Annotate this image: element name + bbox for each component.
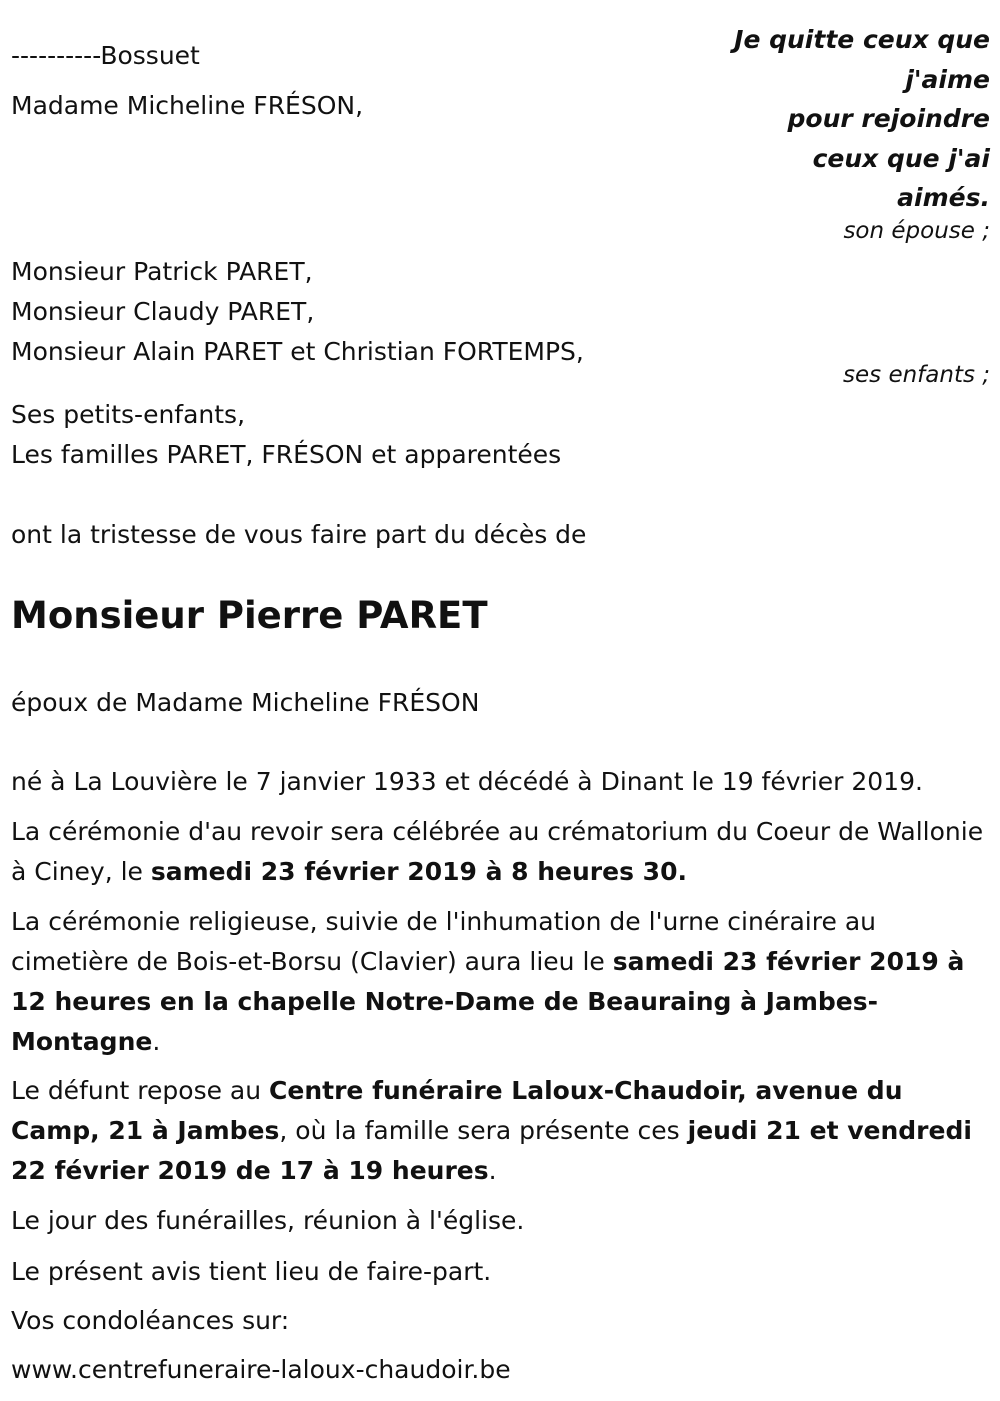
families: Les familles PARET, FRÉSON et apparentées (11, 440, 562, 469)
repose-dates: jeudi 21 et vendredi 22 février 2019 de 17 à 19 heures (11, 1116, 972, 1185)
religious-paragraph (11, 902, 996, 1062)
place-line: ----------Bossuet (11, 41, 200, 70)
condolences-label: Vos condoléances sur: (11, 1306, 290, 1335)
child-2: Monsieur Claudy PARET, (11, 297, 315, 326)
repose-text-1: Le défunt repose au (11, 1076, 270, 1105)
child-3: Monsieur Alain PARET et Christian FORTEMPS, (11, 337, 584, 366)
condolences-website[interactable]: www.centrefuneraire-laloux-chaudoir.be (11, 1355, 511, 1384)
spouse-role: son épouse ; (843, 218, 990, 244)
repose-place: Centre funéraire Laloux-Chaudoir, avenue du Camp, 21 à Jambes (11, 1076, 903, 1145)
religious-details: samedi 23 février 2019 à 12 heures en la chapelle Notre-Dame de Beauraing à Jambes-Montagne (11, 947, 965, 1056)
funeral-day: Le jour des funérailles, réunion à l'église. (11, 1206, 525, 1235)
quote-line: Je quitte ceux que (734, 25, 990, 54)
spouse-name: Madame Micheline FRÉSON, (11, 91, 364, 120)
deceased-name: Monsieur Pierre PARET (11, 594, 488, 637)
spouse-of: époux de Madame Micheline FRÉSON (11, 688, 480, 717)
ceremony-paragraph (11, 812, 996, 892)
birth-death: né à La Louvière le 7 janvier 1933 et décédé à Dinant le 19 février 2019. (11, 767, 923, 796)
ceremony-date: samedi 23 février 2019 à 8 heures 30. (150, 857, 687, 886)
quote-block (730, 20, 990, 218)
quote-line: aimés. (897, 183, 990, 212)
religious-end: . (152, 1027, 161, 1056)
religious-text: La cérémonie religieuse, suivie de l'inhumation de l'urne cinéraire au cimetière de Bois-et-Borsu (Clavier) aura lieu le (11, 907, 876, 976)
announcement: ont la tristesse de vous faire part du décès de (11, 520, 587, 549)
quote-line: ceux que j'ai (812, 143, 990, 173)
repose-text-2: , où la famille sera présente ces (279, 1116, 688, 1145)
child-1: Monsieur Patrick PARET, (11, 257, 313, 286)
grandchildren: Ses petits-enfants, (11, 400, 246, 429)
quote-line: j'aime (905, 64, 990, 94)
children-role: ses enfants ; (843, 362, 990, 388)
notice: Le présent avis tient lieu de faire-part. (11, 1257, 492, 1286)
ceremony-text: La cérémonie d'au revoir sera célébrée au crématorium du Coeur de Wallonie à Ciney, le (11, 817, 984, 886)
quote-line: pour rejoindre (787, 104, 990, 133)
repose-end: . (488, 1156, 497, 1185)
repose-paragraph (11, 1071, 986, 1191)
